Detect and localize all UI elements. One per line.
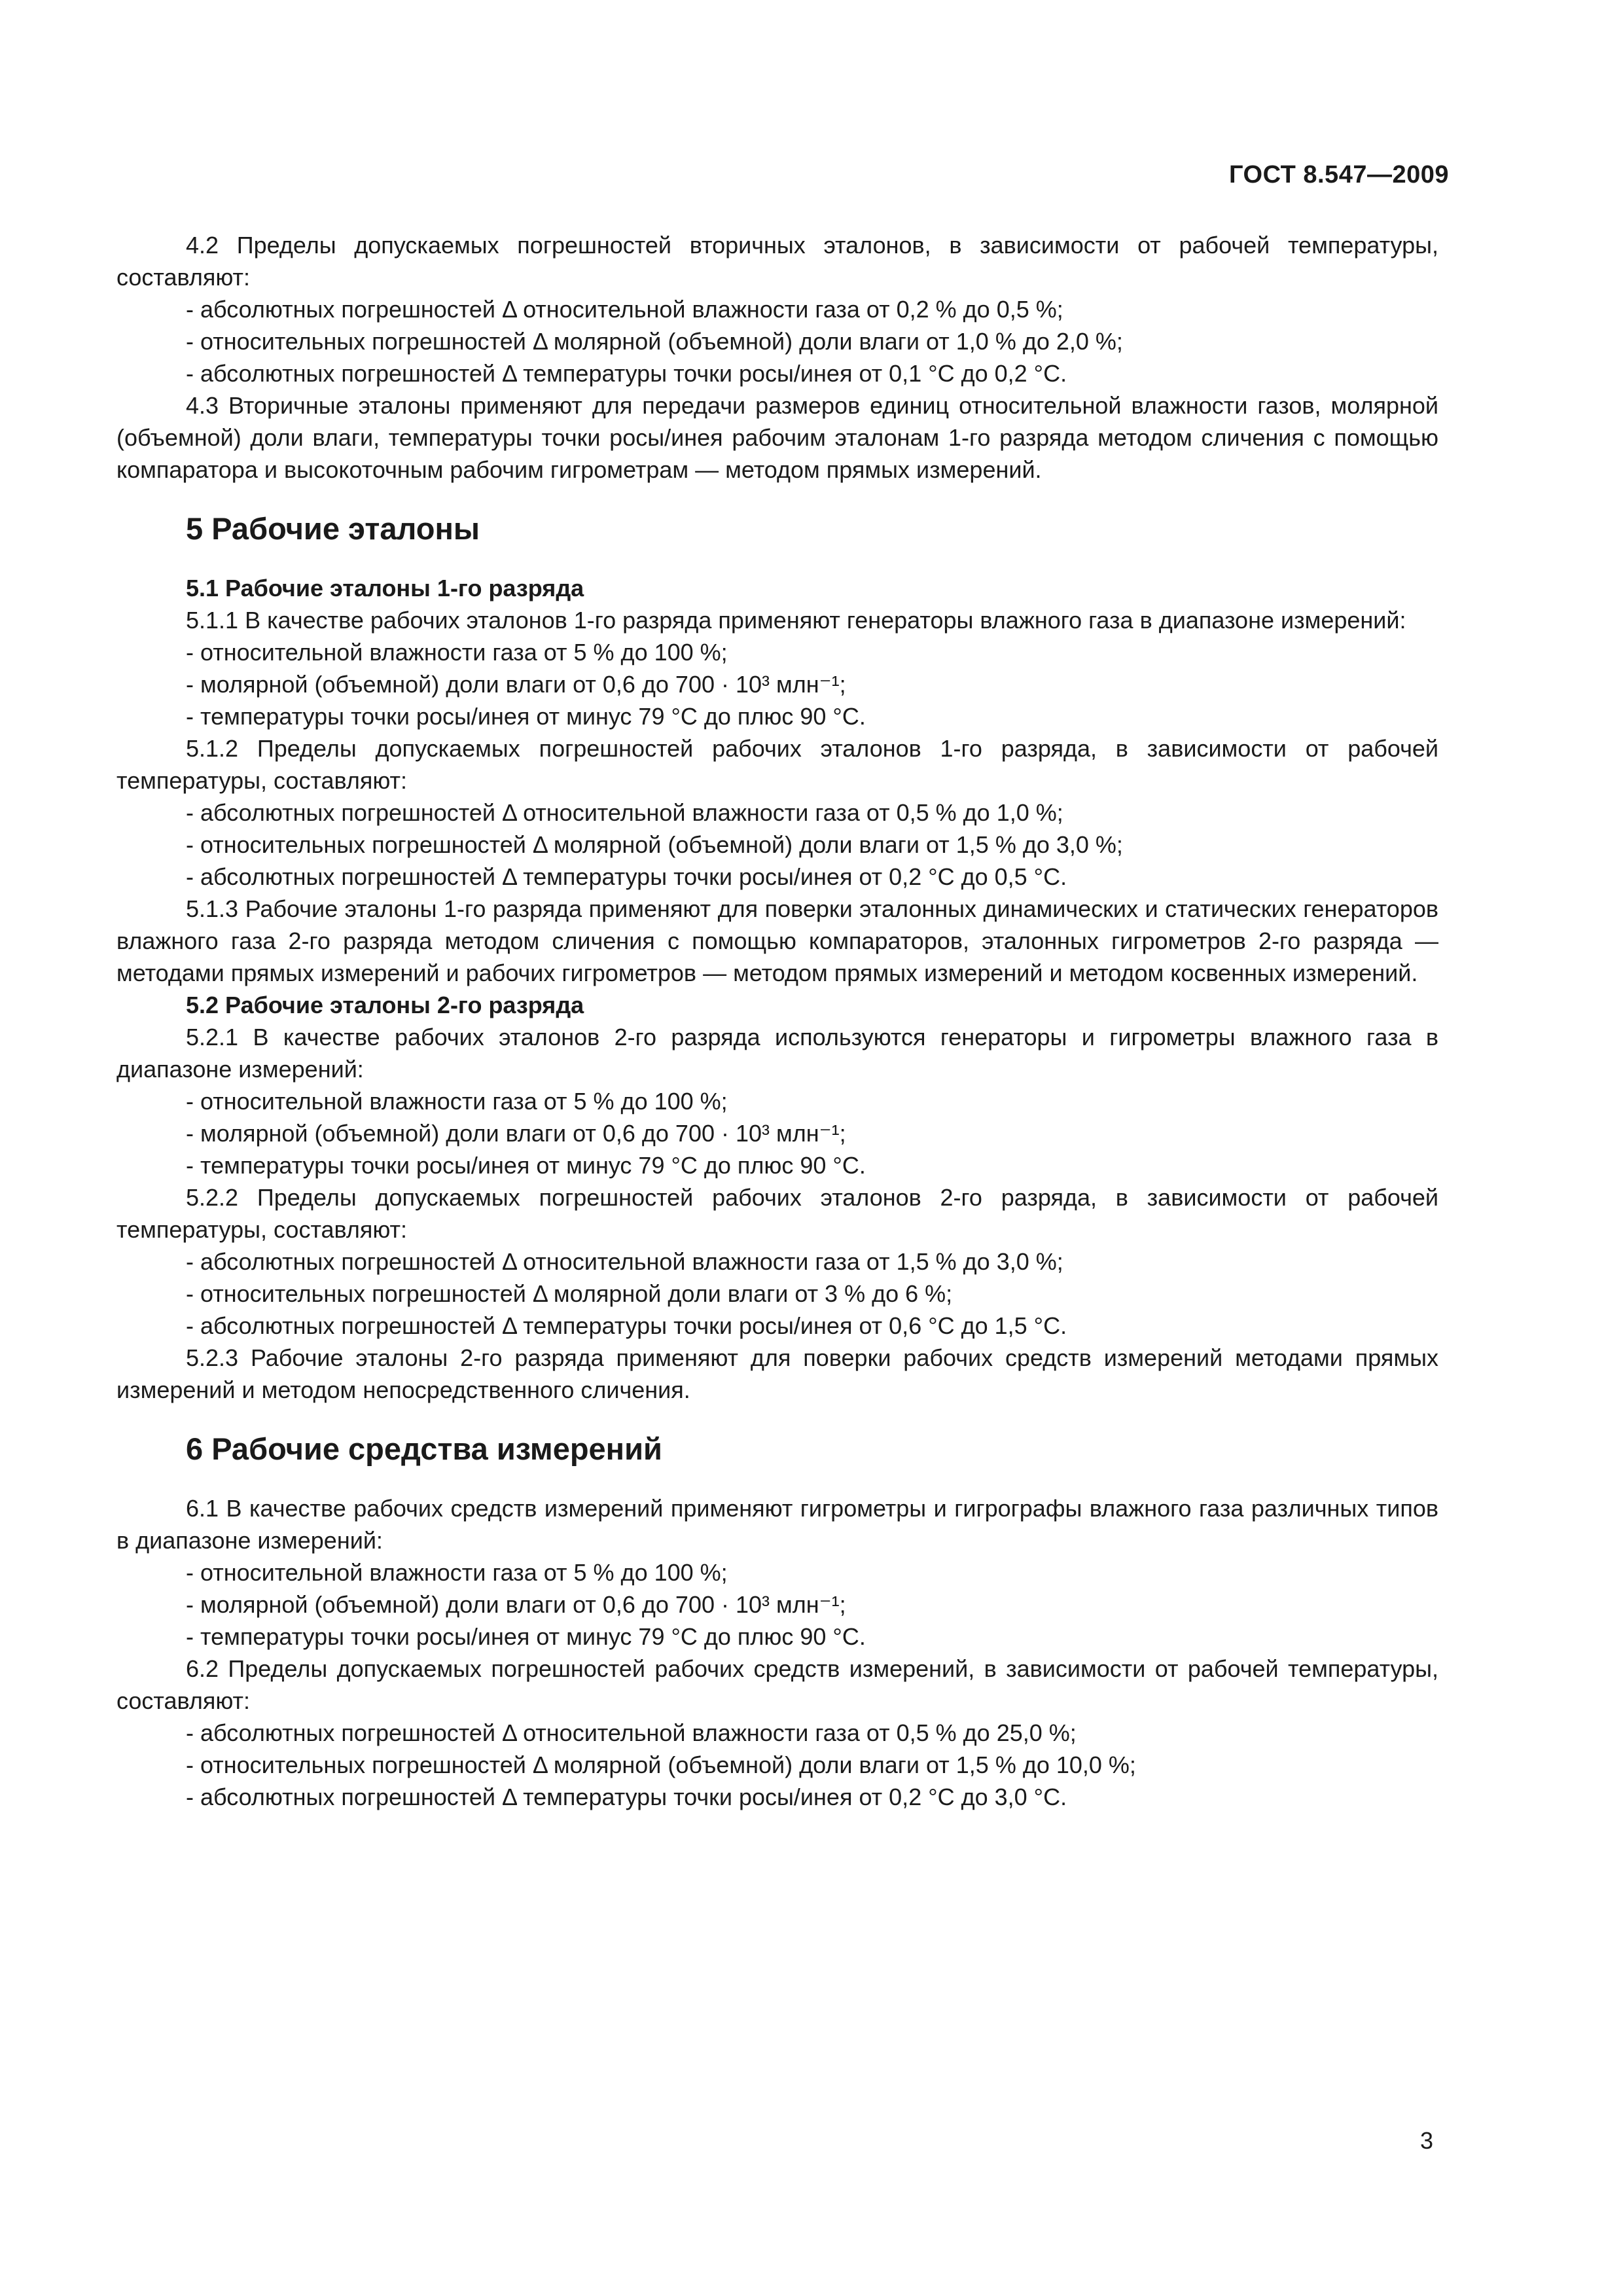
page-number: 3 <box>1419 2127 1433 2154</box>
paragraph-4-2: 4.2 Пределы допускаемых погрешностей вторичных эталонов, в зависимости от рабочей температуры, составляют: <box>116 232 1438 291</box>
list-item: - абсолютных погрешностей Δ относительной влажности газа от 0,5 % до 1,0 %; <box>186 799 1063 826</box>
paragraph-5-1-1: 5.1.1 В качестве рабочих эталонов 1-го разряда применяют генераторы влажного газа в диапазоне измерений: <box>186 607 1406 634</box>
list-item: - относительных погрешностей Δ молярной (объемной) доли влаги от 1,0 % до 2,0 %; <box>186 328 1123 355</box>
list-item: - абсолютных погрешностей Δ относительной влажности газа от 0,5 % до 25,0 %; <box>186 1719 1077 1746</box>
list-item: - температуры точки росы/инея от минус 79 °С до плюс 90 °С. <box>186 703 866 730</box>
paragraph-5-2-3: 5.2.3 Рабочие эталоны 2-го разряда применяют для поверки рабочих средств измерений методами прямых измерений и методом непосредственного сличения. <box>116 1344 1438 1403</box>
paragraph-4-3: 4.3 Вторичные эталоны применяют для передачи размеров единиц относительной влажности газов, молярной (объемной) доли влаги, температуры точки росы/инея рабочим эталонам 1-го разряда методом сличения с помощью компаратора и высокоточным рабочим гигрометрам — методом прямых измерений. <box>116 392 1438 483</box>
section-heading-6: 6 Рабочие средства измерений <box>186 1431 662 1466</box>
document-body <box>116 229 1438 1813</box>
list-item: - абсолютных погрешностей Δ относительной влажности газа от 0,2 % до 0,5 %; <box>186 296 1063 323</box>
list-item: - относительной влажности газа от 5 % до 100 %; <box>186 1559 728 1586</box>
list-item: - молярной (объемной) доли влаги от 0,6 до 700 · 10³ млн⁻¹; <box>186 1120 846 1147</box>
list-item: - молярной (объемной) доли влаги от 0,6 до 700 · 10³ млн⁻¹; <box>186 671 846 698</box>
paragraph-5-1-2: 5.1.2 Пределы допускаемых погрешностей рабочих эталонов 1-го разряда, в зависимости от рабочей температуры, составляют: <box>116 735 1438 794</box>
paragraph-5-2-2: 5.2.2 Пределы допускаемых погрешностей рабочих эталонов 2-го разряда, в зависимости от рабочей температуры, составляют: <box>116 1184 1438 1243</box>
subsection-heading-5-1: 5.1 Рабочие эталоны 1-го разряда <box>186 575 584 601</box>
paragraph-6-1: 6.1 В качестве рабочих средств измерений применяют гигрометры и гигрографы влажного газа различных типов в диапазоне измерений: <box>116 1495 1438 1554</box>
list-item: - молярной (объемной) доли влаги от 0,6 до 700 · 10³ млн⁻¹; <box>186 1591 846 1618</box>
paragraph-5-1-3: 5.1.3 Рабочие эталоны 1-го разряда применяют для поверки эталонных динамических и статических генераторов влажного газа 2-го разряда методом сличения с помощью компараторов, эталонных гигрометров 2-го разряда — методами прямых измерений и рабочих гигрометров — методом прямых измерений и методом косвенных измерений. <box>116 895 1438 986</box>
list-item: - относительной влажности газа от 5 % до 100 %; <box>186 639 728 666</box>
list-item: - абсолютных погрешностей Δ температуры точки росы/инея от 0,6 °С до 1,5 °С. <box>186 1312 1067 1339</box>
list-item: - относительной влажности газа от 5 % до 100 %; <box>186 1088 728 1115</box>
list-item: - относительных погрешностей Δ молярной (объемной) доли влаги от 1,5 % до 10,0 %; <box>186 1751 1136 1778</box>
subsection-heading-5-2: 5.2 Рабочие эталоны 2-го разряда <box>186 992 584 1018</box>
list-item: - абсолютных погрешностей Δ температуры точки росы/инея от 0,2 °С до 0,5 °С. <box>186 863 1067 890</box>
list-item: - абсолютных погрешностей Δ относительной влажности газа от 1,5 % до 3,0 %; <box>186 1248 1063 1275</box>
paragraph-6-2: 6.2 Пределы допускаемых погрешностей рабочих средств измерений, в зависимости от рабочей температуры, составляют: <box>116 1655 1438 1714</box>
paragraph-5-2-1: 5.2.1 В качестве рабочих эталонов 2-го разряда используются генераторы и гигрометры влажного газа в диапазоне измерений: <box>116 1024 1438 1083</box>
standard-code: ГОСТ 8.547—2009 <box>1229 161 1449 188</box>
list-item: - относительных погрешностей Δ молярной (объемной) доли влаги от 1,5 % до 3,0 %; <box>186 831 1123 858</box>
list-item: - абсолютных погрешностей Δ температуры точки росы/инея от 0,1 °С до 0,2 °С. <box>186 360 1067 387</box>
list-item: - абсолютных погрешностей Δ температуры точки росы/инея от 0,2 °С до 3,0 °С. <box>186 1784 1067 1810</box>
section-heading-5: 5 Рабочие эталоны <box>186 511 480 546</box>
list-item: - температуры точки росы/инея от минус 79 °С до плюс 90 °С. <box>186 1152 866 1179</box>
list-item: - относительных погрешностей Δ молярной доли влаги от 3 % до 6 %; <box>186 1280 953 1307</box>
list-item: - температуры точки росы/инея от минус 79 °С до плюс 90 °С. <box>186 1623 866 1650</box>
